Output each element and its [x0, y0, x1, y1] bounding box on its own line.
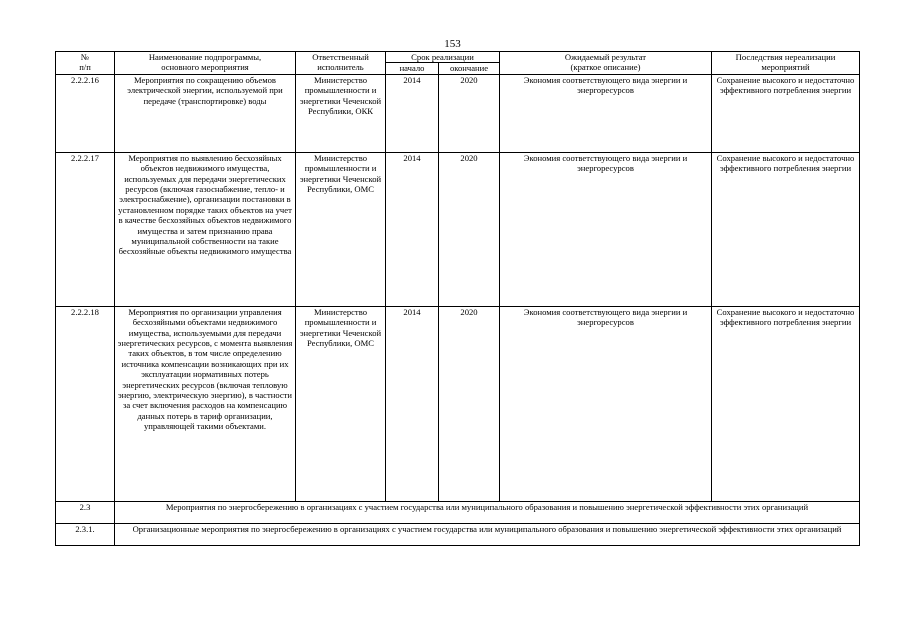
row-responsible: Министерство промышленности и энергетики Чеченской Республики, ОМС [296, 306, 386, 501]
row-end: 2020 [439, 74, 500, 152]
section-row [56, 523, 860, 545]
table-row [56, 152, 860, 306]
program-table [55, 51, 860, 546]
row-start: 2014 [386, 306, 439, 501]
row-result: Экономия соответствующего вида энергии и энергоресурсов [500, 306, 712, 501]
row-num: 2.2.2.16 [56, 74, 115, 152]
header-responsible-line2: исполнитель [317, 62, 364, 73]
table-header-row [56, 52, 860, 63]
row-num: 2.2.2.17 [56, 152, 115, 306]
row-consequences: Сохранение высокого и недостаточно эффективного потребления энергии [712, 306, 860, 501]
section-text: Организационные мероприятия по энергосбережению в организациях с участием государства или муниципального образования и повышению энергетической эффективности этих организаций [115, 523, 860, 545]
row-result: Экономия соответствующего вида энергии и энергоресурсов [500, 74, 712, 152]
header-num-line2: п/п [79, 62, 91, 73]
header-result-line1: Ожидаемый результат [564, 52, 647, 62]
row-name: Мероприятия по выявлению бесхозяйных объектов недвижимого имущества, используемых для передачи энергетических ресурсов (включая газоснабжение, тепло- и электроснабжение), организации постановки в установленном порядке таких объектов на учет в качестве бесхозяйных объектов недвижимого имущества и затем признанию права муниципальной собственности на такие бесхозяйные объекты недвижимого имущества [115, 152, 296, 306]
table-row [56, 74, 860, 152]
header-name-line2: основного мероприятия [161, 62, 249, 73]
header-consequences [712, 52, 860, 75]
header-responsible-line1: Ответственный [312, 52, 369, 62]
row-result: Экономия соответствующего вида энергии и энергоресурсов [500, 152, 712, 306]
row-num: 2.2.2.18 [56, 306, 115, 501]
header-start: начало [386, 63, 439, 74]
header-period: Срок реализации [386, 52, 500, 63]
header-end: окончание [439, 63, 500, 74]
row-consequences: Сохранение высокого и недостаточно эффективного потребления энергии [712, 74, 860, 152]
header-name [115, 52, 296, 75]
header-consequences-line1: Последствия нереализации [735, 52, 836, 62]
header-num-line1: № [80, 52, 90, 62]
row-responsible: Министерство промышленности и энергетики Чеченской Республики, ОМС [296, 152, 386, 306]
header-name-line1: Наименование подпрограммы, [148, 52, 262, 62]
row-responsible: Министерство промышленности и энергетики Чеченской Республики, ОКК [296, 74, 386, 152]
header-num [56, 52, 115, 75]
section-num: 2.3 [56, 501, 115, 523]
row-name: Мероприятия по организации управления бесхозяйными объектами недвижимого имущества, используемыми для передачи энергетических ресурсов, с момента выявления таких объектов, в том числе определению источника компенсации возникающих при их эксплуатации нормативных потерь энергетических ресурсов (включая тепловую энергию, электрическую энергию), в частности за счет включения расходов на компенсацию данных потерь в тариф организации, управляющей такими объектами. [115, 306, 296, 501]
row-end: 2020 [439, 306, 500, 501]
header-consequences-line2: мероприятий [761, 62, 810, 73]
header-responsible [296, 52, 386, 75]
row-end: 2020 [439, 152, 500, 306]
row-start: 2014 [386, 74, 439, 152]
header-result [500, 52, 712, 75]
row-name: Мероприятия по сокращению объемов электрической энергии, используемой при передаче (транспортировке) воды [115, 74, 296, 152]
header-result-line2: (краткое описание) [570, 62, 641, 73]
row-start: 2014 [386, 152, 439, 306]
section-row [56, 501, 860, 523]
row-consequences: Сохранение высокого и недостаточно эффективного потребления энергии [712, 152, 860, 306]
page-number: 153 [444, 38, 461, 50]
section-text: Мероприятия по энергосбережению в организациях с участием государства или муниципального образования и повышению энергетической эффективности этих организаций [115, 501, 860, 523]
section-num: 2.3.1. [56, 523, 115, 545]
table-row [56, 306, 860, 501]
